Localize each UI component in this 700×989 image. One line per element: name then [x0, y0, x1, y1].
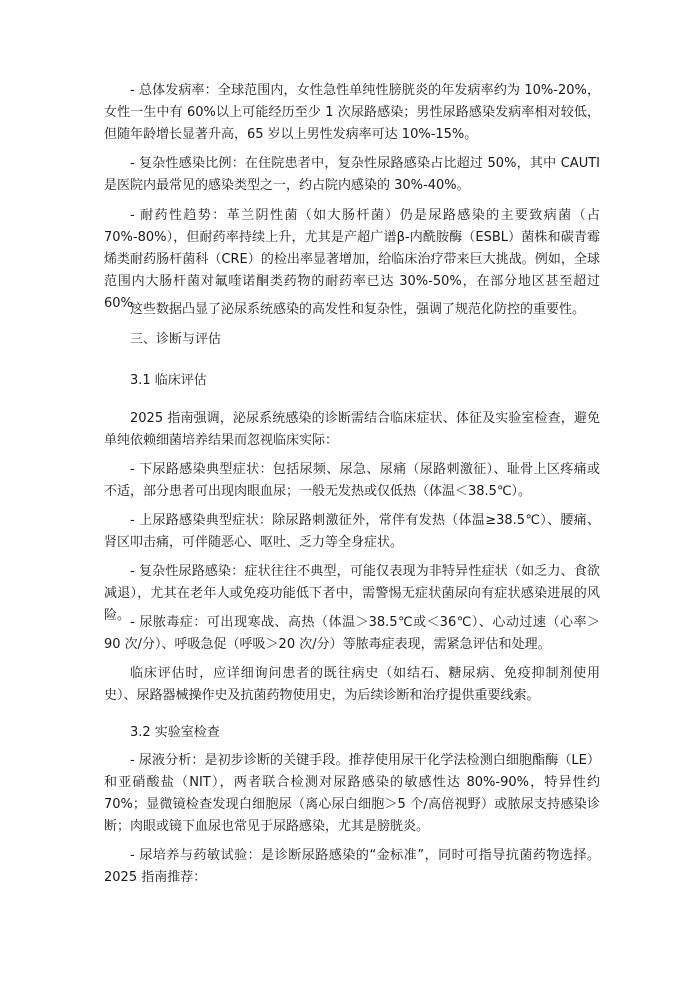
subsection-heading-clinical: 3.1 临床评估 — [130, 373, 207, 388]
paragraph-history: 临床评估时，应详细询问患者的既往病史（如结石、糖尿病、免疫抑制剂使用史）、尿路器械操作史及抗菌药物使用史，为后续诊断和治疗提供重要线索。 — [104, 666, 600, 703]
paragraph-complicated-ratio: - 复杂性感染比例：在住院患者中，复杂性尿路感染占比超过 50%，其中 CAUTI 是医院内最常见的感染类型之一，约占院内感染的 30%-40%。 — [104, 156, 600, 193]
subsection-heading-lab: 3.2 实验室检查 — [130, 725, 220, 740]
paragraph-urosepsis: - 尿脓毒症：可出现寒战、高热（体温＞38.5℃或＜36℃）、心动过速（心率＞90 次/分）、呼吸急促（呼吸＞20 次/分）等脓毒症表现，需紧急评估和处理。 — [104, 615, 600, 652]
paragraph-guideline: 2025 指南强调，泌尿系统感染的诊断需结合临床症状、体征及实验室检查，避免单纯依赖细菌培养结果而忽视临床实际： — [104, 411, 600, 448]
section-heading-diagnosis: 三、诊断与评估 — [130, 332, 222, 347]
paragraph-incidence: - 总体发病率：全球范围内，女性急性单纯性膀胱炎的年发病率约为 10%-20%，女性一生中有 60%以上可能经历至少 1 次尿路感染；男性尿路感染发病率相对较低，但随年龄增长显著升高，65 岁以上男性发病率可达 10%-15%。 — [104, 83, 600, 142]
paragraph-summary: 这些数据凸显了泌尿系统感染的高发性和复杂性，强调了规范化防控的重要性。 — [130, 302, 586, 317]
paragraph-complicated-uti: - 复杂性尿路感染：症状往往不典型，可能仅表现为非特异性症状（如乏力、食欲减退），尤其在老年人或免疫功能低下者中，需警惕无症状菌尿向有症状感染进展的风险。 — [104, 564, 600, 623]
paragraph-urine-culture: - 尿培养与药敏试验：是诊断尿路感染的“金标准”，同时可指导抗菌药物选择。2025 指南推荐： — [104, 848, 600, 885]
paragraph-resistance-trend: - 耐药性趋势：革兰阴性菌（如大肠杆菌）仍是尿路感染的主要致病菌（占 70%-80%），但耐药率持续上升，尤其是产超广谱β-内酰胺酶（ESBL）菌株和碳青霉烯类耐药肠杆菌科（CRE）的检出率显著增加，给临床治疗带来巨大挑战。例如，全球范围内大肠杆菌对氟喹诺酮类药物的耐药率已达 30%-50%，在部分地区甚至超过 60%。 — [104, 208, 600, 311]
paragraph-lower-uti: - 下尿路感染典型症状：包括尿频、尿急、尿痛（尿路刺激征）、耻骨上区疼痛或不适，部分患者可出现肉眼血尿；一般无发热或仅低热（体温＜38.5℃）。 — [104, 462, 600, 499]
paragraph-upper-uti: - 上尿路感染典型症状：除尿路刺激征外，常伴有发热（体温≥38.5℃）、腰痛、肾区叩击痛，可伴随恶心、呕吐、乏力等全身症状。 — [104, 513, 600, 550]
paragraph-urinalysis: - 尿液分析：是初步诊断的关键手段。推荐使用尿干化学法检测白细胞酯酶（LE）和亚硝酸盐（NIT），两者联合检测对尿路感染的敏感性达 80%-90%，特异性约 70%；显微镜检查发现白细胞尿（离心尿白细胞＞5 个/高倍视野）或脓尿支持感染诊断；肉眼或镜下血尿也常见于尿路感染，尤其是膀胱炎。 — [104, 753, 600, 834]
